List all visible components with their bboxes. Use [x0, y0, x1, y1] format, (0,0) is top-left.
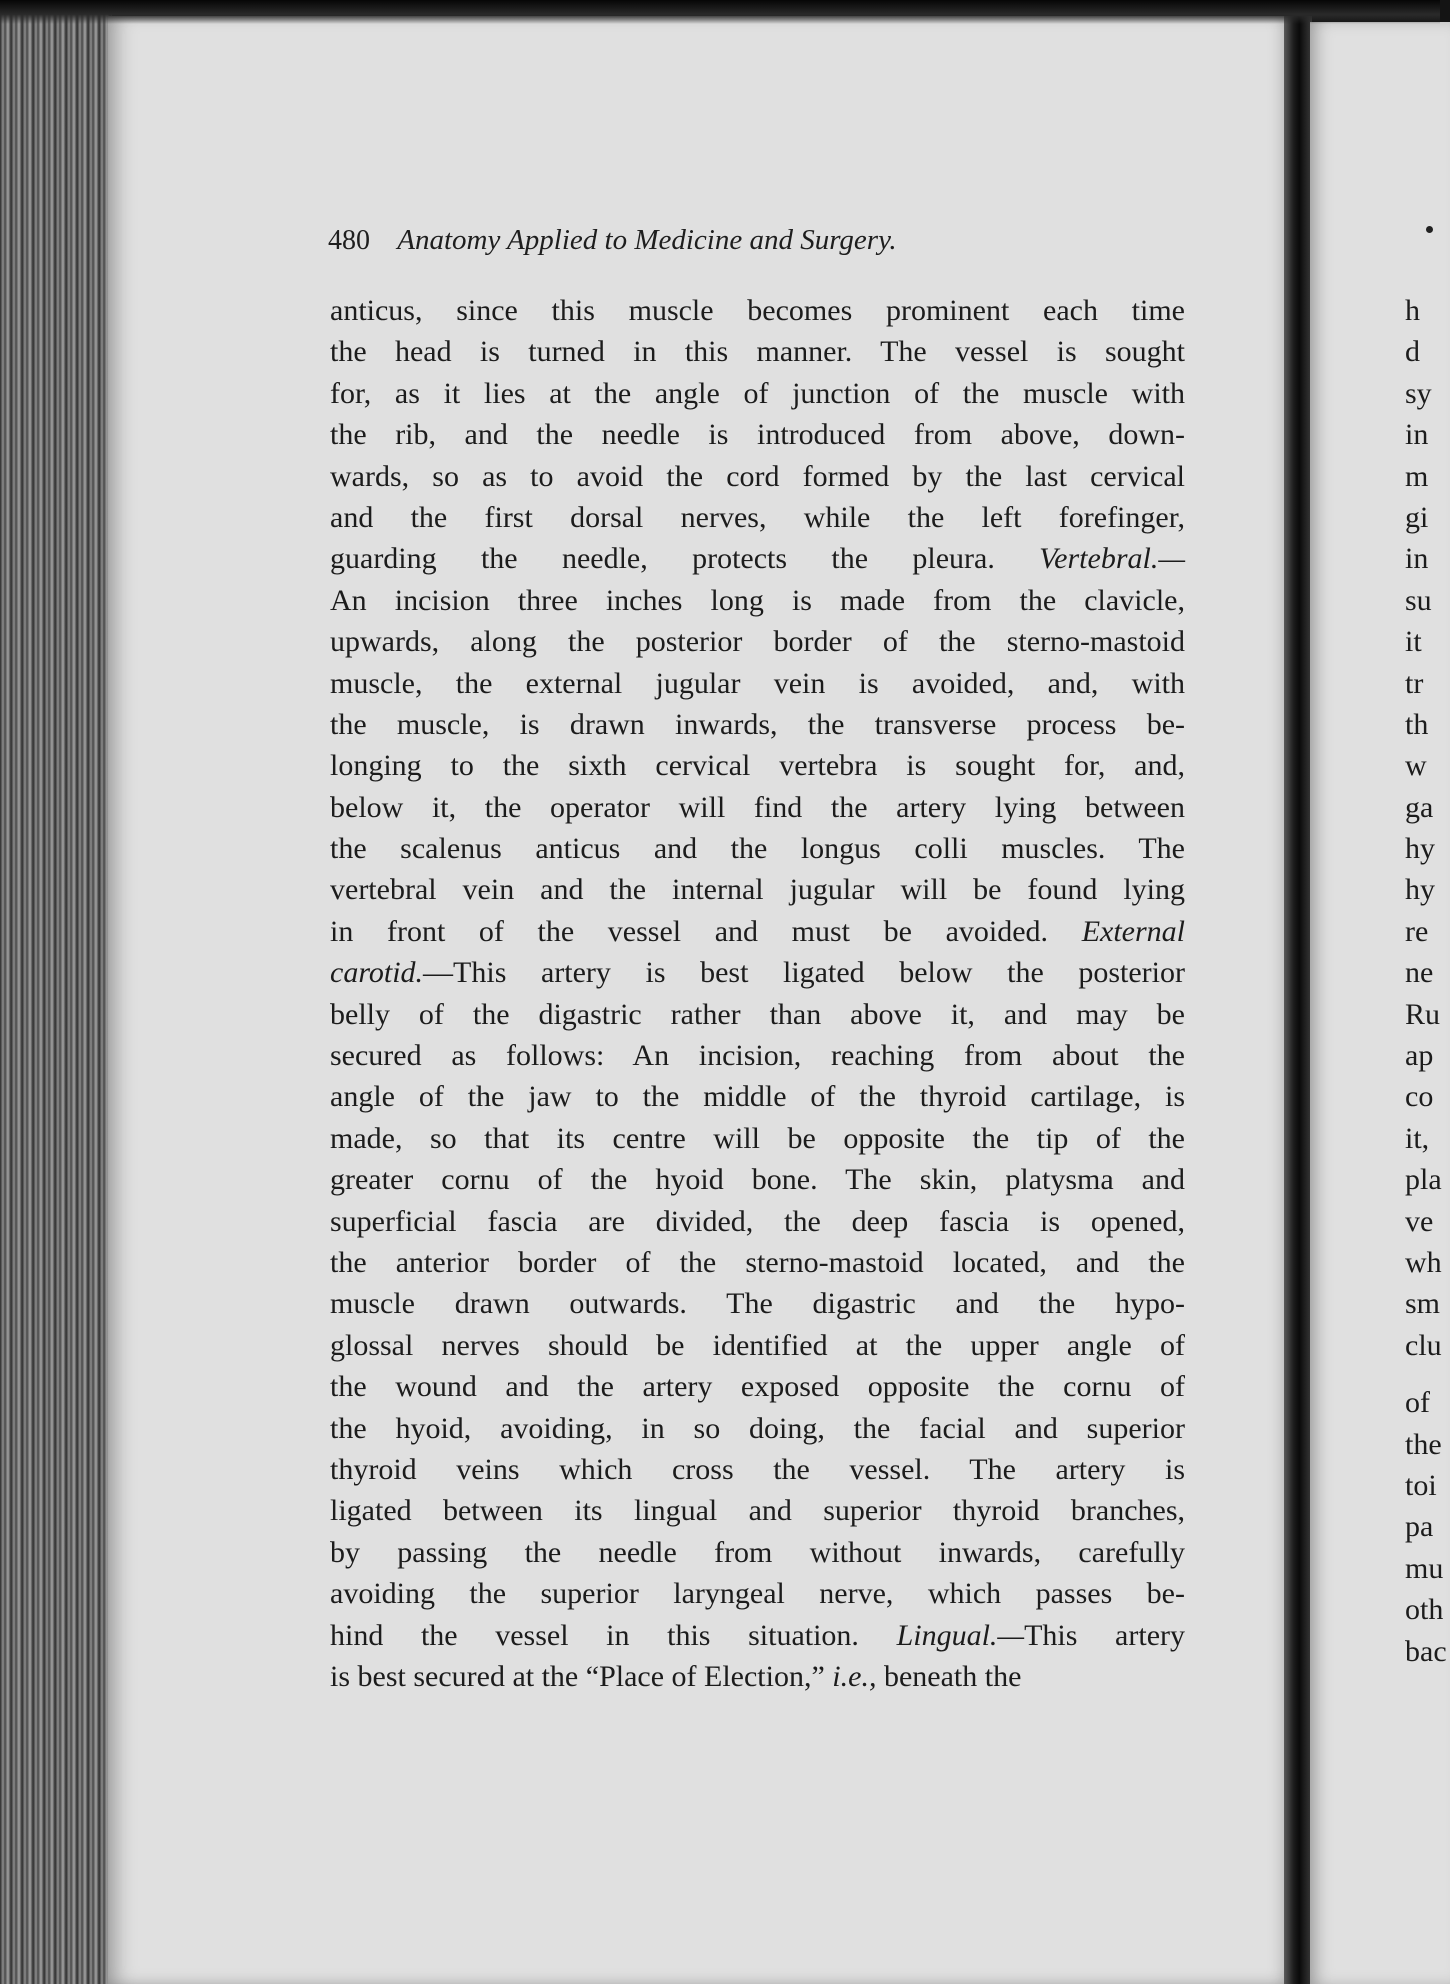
text-line: by passing the needle from without inwards, carefully [330, 1535, 1185, 1569]
text-fragment: toi [1405, 1468, 1437, 1502]
text-segment: guarding the needle, protects the pleura. [330, 542, 995, 576]
text-line: wards, so as to avoid the cord formed by the last cervical [330, 459, 1185, 493]
text-line [330, 1656, 1185, 1697]
text-fragment: ne [1405, 956, 1434, 990]
text-segment: in front of the vessel and must be avoided. [330, 914, 1049, 948]
text-line: glossal nerves should be identified at the upper angle of [330, 1328, 1185, 1362]
text-line: and the first dorsal nerves, while the left forefinger, [330, 500, 1185, 534]
text-line: below it, the operator will find the artery lying between [330, 790, 1185, 824]
text-line: vertebral vein and the internal jugular will be found lying [330, 873, 1185, 907]
right-page-text-fragments [1405, 290, 1445, 1672]
page-stack-edge [0, 0, 112, 1984]
text-segment: —This artery is best ligated below the posterior [423, 956, 1185, 990]
text-fragment: re [1405, 914, 1429, 948]
text-fragment: su [1405, 583, 1432, 617]
text-line: belly of the digastric rather than above it, and may be [330, 997, 1185, 1031]
text-fragment: pla [1405, 1163, 1442, 1197]
text-line: superficial fascia are divided, the deep fascia is opened, [330, 1204, 1185, 1238]
text-line [330, 911, 1185, 952]
text-fragment: ga [1405, 790, 1434, 824]
text-fragment: w [1405, 749, 1427, 783]
text-line: secured as follows: An incision, reaching from about the [330, 1039, 1185, 1073]
text-fragment: bac [1405, 1634, 1447, 1668]
text-line: the scalenus anticus and the longus colli muscles. The [330, 832, 1185, 866]
text-fragment: hy [1405, 873, 1435, 907]
text-line: muscle drawn outwards. The digastric and the hypo- [330, 1287, 1185, 1321]
text-line: the muscle, is drawn inwards, the transverse process be- [330, 707, 1185, 741]
text-fragment: sy [1405, 376, 1432, 410]
running-header [328, 218, 1188, 262]
text-fragment: mu [1405, 1551, 1444, 1585]
text-line: the wound and the artery exposed opposite the cornu of [330, 1370, 1185, 1404]
text-line: ligated between its lingual and superior thyroid branches, [330, 1494, 1185, 1528]
text-fragment: of [1405, 1386, 1430, 1420]
text-line: the rib, and the needle is introduced from above, down- [330, 418, 1185, 452]
text-line: longing to the sixth cervical vertebra is sought for, and, [330, 749, 1185, 783]
italic-term-carotid: carotid. [330, 956, 424, 990]
text-segment: beneath the [876, 1659, 1022, 1693]
text-line: angle of the jaw to the middle of the thyroid cartilage, is [330, 1080, 1185, 1114]
text-fragment: gi [1405, 500, 1429, 534]
text-line: anticus, since this muscle becomes prominent each time [330, 294, 1185, 327]
text-fragment: it [1405, 625, 1422, 659]
right-page-header-mark [1426, 226, 1433, 233]
text-line [330, 952, 1185, 993]
text-fragment: wh [1405, 1245, 1442, 1279]
text-segment: is best secured at the “Place of Election,” [330, 1659, 825, 1693]
text-fragment: in [1405, 418, 1429, 452]
text-line: for, as it lies at the angle of junction of the muscle with [330, 376, 1185, 410]
running-title: Anatomy Applied to Medicine and Surgery. [397, 224, 897, 256]
italic-term-vertebral: Vertebral.— [1039, 542, 1185, 576]
text-segment: This artery [1024, 1618, 1185, 1652]
body-text [330, 290, 1185, 1697]
text-line: greater cornu of the hyoid bone. The skin, platysma and [330, 1163, 1185, 1197]
text-fragment: d [1405, 335, 1420, 369]
text-fragment: sm [1405, 1287, 1441, 1321]
text-fragment: ve [1405, 1204, 1434, 1238]
text-fragment: hy [1405, 832, 1435, 866]
text-fragment: oth [1405, 1593, 1444, 1627]
text-segment: hind the vessel in this situation. [330, 1618, 859, 1652]
text-line [330, 538, 1185, 579]
text-line: thyroid veins which cross the vessel. The artery is [330, 1452, 1185, 1486]
text-line: An incision three inches long is made from the clavicle, [330, 583, 1185, 617]
text-line: the head is turned in this manner. The vessel is sought [330, 335, 1185, 369]
page-number: 480 [328, 225, 370, 256]
text-fragment: h [1405, 294, 1420, 327]
text-line: upwards, along the posterior border of the sterno-mastoid [330, 625, 1185, 659]
text-line: muscle, the external jugular vein is avoided, and, with [330, 666, 1185, 700]
text-fragment: pa [1405, 1510, 1434, 1544]
text-line: avoiding the superior laryngeal nerve, which passes be- [330, 1577, 1185, 1611]
text-line [330, 1615, 1185, 1656]
text-fragment: clu [1405, 1328, 1442, 1362]
text-fragment: the [1405, 1427, 1442, 1461]
top-edge-shadow [0, 0, 1440, 24]
italic-term-lingual: Lingual.— [896, 1618, 1025, 1652]
text-fragment: ap [1405, 1039, 1434, 1073]
italic-term-ie: i.e., [832, 1659, 877, 1693]
text-line: made, so that its centre will be opposite the tip of the [330, 1121, 1185, 1155]
text-fragment: in [1405, 542, 1429, 576]
text-fragment: tr [1405, 666, 1424, 700]
text-fragment: Ru [1405, 997, 1441, 1031]
text-fragment: th [1405, 707, 1429, 741]
text-fragment: m [1405, 459, 1429, 493]
italic-term-external: External [1081, 914, 1185, 948]
text-fragment: co [1405, 1080, 1434, 1114]
book-gutter [1284, 16, 1312, 1984]
text-line: the anterior border of the sterno-mastoid located, and the [330, 1245, 1185, 1279]
text-line: the hyoid, avoiding, in so doing, the facial and superior [330, 1411, 1185, 1445]
text-fragment: it, [1405, 1121, 1430, 1155]
